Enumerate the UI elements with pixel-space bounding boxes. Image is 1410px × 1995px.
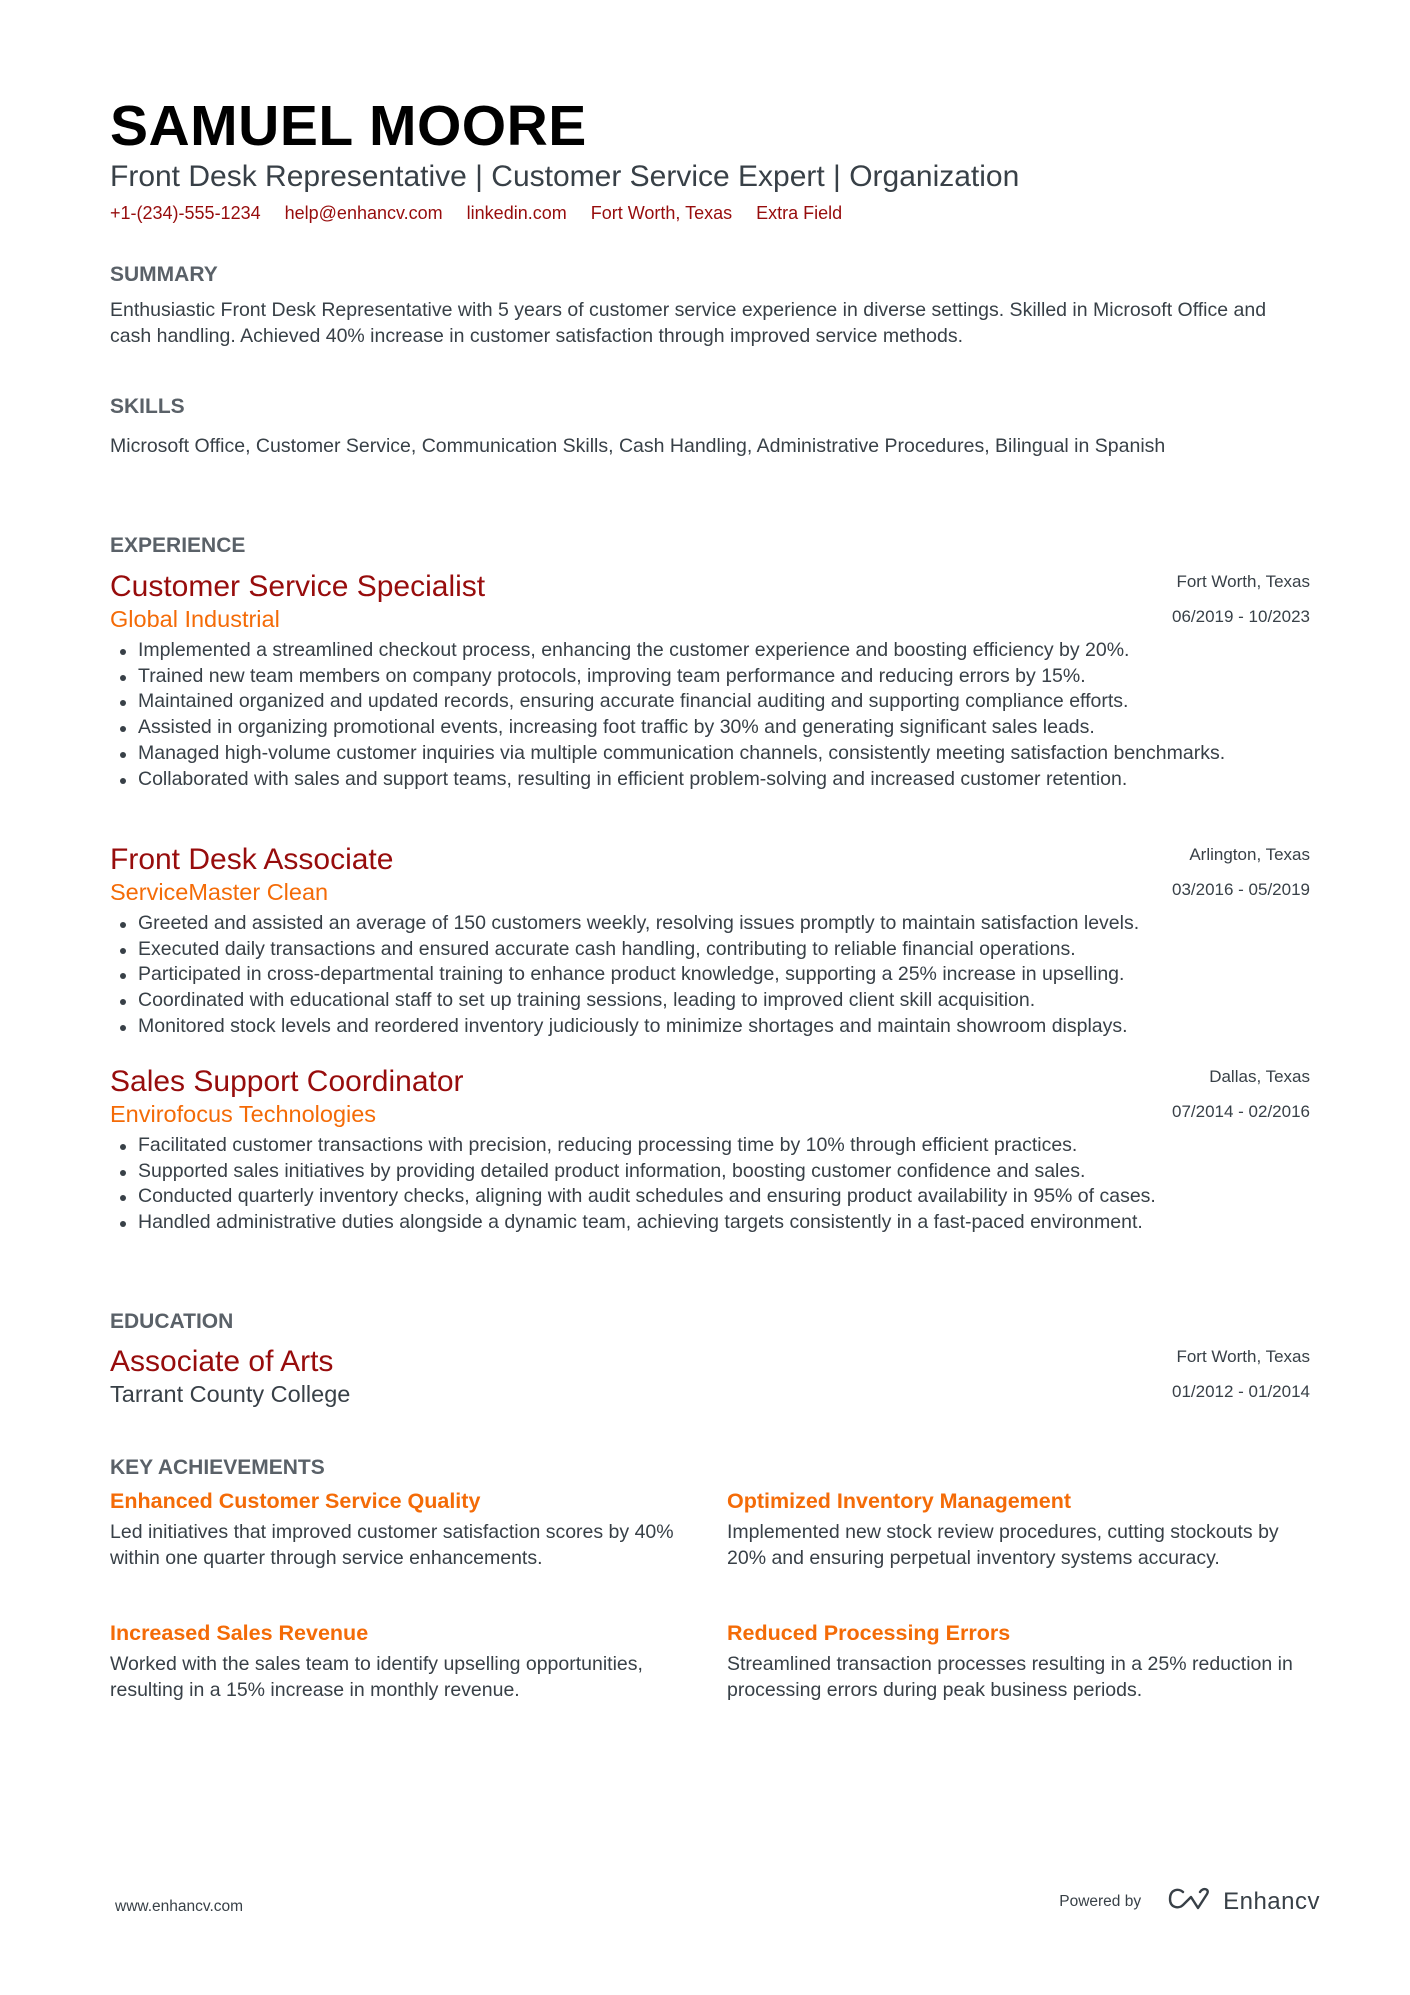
achievement-title: Optimized Inventory Management	[727, 1489, 1072, 1513]
job-company: ServiceMaster Clean	[110, 879, 329, 905]
extra-field: Extra Field	[756, 203, 843, 223]
job-meta	[1172, 570, 1310, 625]
contact-info	[110, 203, 861, 224]
job-title: Front Desk Associate	[110, 843, 394, 876]
achievement-title: Reduced Processing Errors	[727, 1621, 1011, 1645]
bullet-item: Trained new team members on company protocols, improving team performance and reducing errors by 15%.	[110, 664, 1328, 690]
phone-link[interactable]: +1-(234)-555-1234	[110, 203, 261, 223]
bullet-item: Maintained organized and updated records, ensuring accurate financial auditing and supporting compliance efforts.	[110, 689, 1328, 715]
achievement-title: Enhanced Customer Service Quality	[110, 1489, 481, 1513]
bullet-item: Monitored stock levels and reordered inventory judiciously to minimize shortages and maintain showroom displays.	[110, 1014, 1328, 1040]
job-title: Sales Support Coordinator	[110, 1065, 464, 1098]
bullet-item: Assisted in organizing promotional events, increasing foot traffic by 30% and generating significant sales leads.	[110, 715, 1328, 741]
bullet-item: Handled administrative duties alongside a dynamic team, achieving targets consistently in a fast-paced environment.	[110, 1210, 1328, 1236]
job-dates: 07/2014 - 02/2016	[1171, 1102, 1310, 1121]
job-dates: 06/2019 - 10/2023	[1171, 607, 1310, 626]
experience-entry	[110, 1065, 1310, 1236]
skills-text: Microsoft Office, Customer Service, Communication Skills, Cash Handling, Administrative Procedures, Bilingual in Spanish	[110, 435, 1166, 457]
achievement-title: Increased Sales Revenue	[110, 1621, 369, 1645]
bullet-item: Facilitated customer transactions with precision, reducing processing time by 10% through efficient practices.	[110, 1133, 1328, 1159]
bullet-item: Supported sales initiatives by providing detailed product information, boosting customer confidence and sales.	[110, 1159, 1328, 1185]
job-dates: 03/2016 - 05/2019	[1171, 880, 1310, 899]
bullet-item: Collaborated with sales and support teams, resulting in efficient problem-solving and increased customer retention.	[110, 767, 1328, 793]
education-entry	[110, 1345, 1310, 1409]
achievement-item	[110, 1486, 695, 1571]
bullet-item: Implemented a streamlined checkout process, enhancing the customer experience and boosting efficiency by 20%.	[110, 638, 1328, 664]
job-location: Dallas, Texas	[1209, 1067, 1310, 1086]
bullet-item: Executed daily transactions and ensured accurate cash handling, contributing to reliable financial operations.	[110, 937, 1328, 963]
tagline: Front Desk Representative | Customer Service Expert | Organization	[110, 160, 1020, 193]
job-bullets	[110, 911, 1310, 1040]
bullet-item: Greeted and assisted an average of 150 customers weekly, resolving issues promptly to maintain satisfaction levels.	[110, 911, 1328, 937]
job-bullets	[110, 1133, 1310, 1236]
achievement-item	[727, 1618, 1312, 1703]
experience-heading: EXPERIENCE	[110, 534, 246, 557]
job-meta	[1172, 843, 1310, 898]
education-dates: 01/2012 - 01/2014	[1171, 1382, 1310, 1401]
enhancv-logo-icon	[1167, 1886, 1213, 1917]
job-title: Customer Service Specialist	[110, 570, 486, 603]
job-company: Global Industrial	[110, 606, 280, 632]
bullet-item: Coordinated with educational staff to set up training sessions, leading to improved client skill acquisition.	[110, 988, 1328, 1014]
education-location: Fort Worth, Texas	[1176, 1347, 1310, 1366]
summary-heading: SUMMARY	[110, 263, 218, 286]
candidate-name: SAMUEL MOORE	[110, 94, 587, 158]
brand-name: Enhancv	[1223, 1887, 1320, 1915]
education-heading: EDUCATION	[110, 1310, 234, 1333]
summary-text: Enthusiastic Front Desk Representative with 5 years of customer service experience in diverse settings. Skilled in Microsoft Office and cash handling. Achieved 40% increase in customer satisfaction through improved service methods.	[110, 299, 1267, 347]
bullet-item: Conducted quarterly inventory checks, aligning with audit schedules and ensuring product availability in 95% of cases.	[110, 1184, 1328, 1210]
job-meta	[1172, 1065, 1310, 1120]
achievement-item	[727, 1486, 1312, 1571]
footer-branding[interactable]	[1059, 1886, 1320, 1917]
job-bullets	[110, 638, 1310, 792]
linkedin-link[interactable]: linkedin.com	[466, 203, 567, 223]
achievement-desc: Led initiatives that improved customer satisfaction scores by 40% within one quarter through service enhancements.	[110, 1521, 674, 1569]
bullet-item: Participated in cross-departmental training to enhance product knowledge, supporting a 25% increase in upselling.	[110, 962, 1328, 988]
achievement-item	[110, 1618, 695, 1703]
job-company: Envirofocus Technologies	[110, 1101, 377, 1127]
experience-entry	[110, 570, 1310, 792]
skills-heading: SKILLS	[110, 395, 185, 418]
powered-by-label: Powered by	[1059, 1892, 1142, 1910]
achievement-desc: Implemented new stock review procedures, cutting stockouts by 20% and ensuring perpetual inventory systems accuracy.	[727, 1521, 1279, 1569]
job-location: Fort Worth, Texas	[1176, 572, 1310, 591]
email-link[interactable]: help@enhancv.com	[284, 203, 443, 223]
degree: Associate of Arts	[110, 1345, 334, 1378]
education-meta	[1172, 1345, 1310, 1400]
bullet-item: Managed high-volume customer inquiries via multiple communication channels, consistently meeting satisfaction benchmarks.	[110, 741, 1328, 767]
achievement-desc: Streamlined transaction processes resulting in a 25% reduction in processing errors during peak business periods.	[727, 1653, 1293, 1701]
footer-website-link[interactable]: www.enhancv.com	[115, 1898, 244, 1915]
experience-entry	[110, 843, 1310, 1040]
achievement-desc: Worked with the sales team to identify upselling opportunities, resulting in a 15% increase in monthly revenue.	[110, 1653, 643, 1701]
job-location: Arlington, Texas	[1189, 845, 1310, 864]
location-text: Fort Worth, Texas	[590, 203, 733, 223]
school-name: Tarrant County College	[110, 1381, 351, 1407]
achievements-heading: KEY ACHIEVEMENTS	[110, 1456, 325, 1479]
